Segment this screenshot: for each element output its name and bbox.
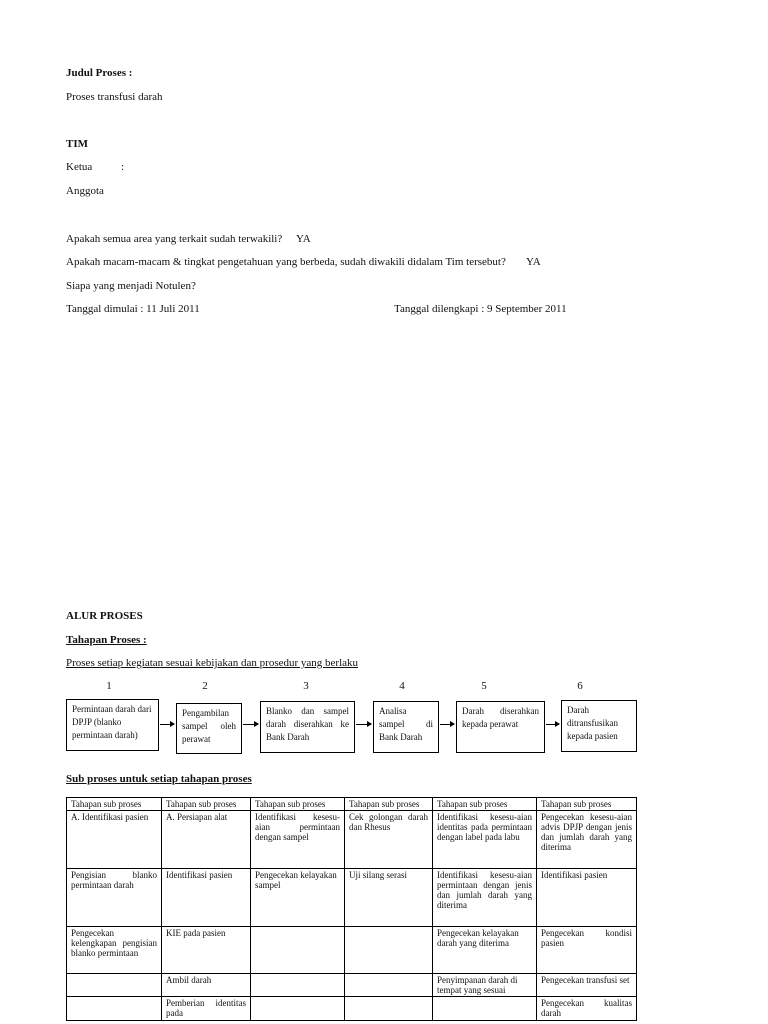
step-box-2: Pengambilan sampel oleh perawat xyxy=(176,703,242,754)
question-notulen: Siapa yang menjadi Notulen? xyxy=(66,280,196,292)
tanggal-dilengkapi: Tanggal dilengkapi : 9 September 2011 xyxy=(394,303,567,315)
table-cell: Pengisian blanko permintaan darah xyxy=(67,869,162,927)
table-cell: Identifikasi kesesu-aian identitas pada permintaan dengan label pada labu xyxy=(433,811,537,869)
column-header: Tahapan sub proses xyxy=(162,798,251,811)
flow-arrow-icon xyxy=(546,724,559,725)
anggota-label: Anggota xyxy=(66,185,104,197)
question-area-terwakili: Apakah semua area yang terkait sudah terwakili? xyxy=(66,233,283,245)
table-cell xyxy=(251,927,345,974)
table-cell: Identifikasi kesesu-aian permintaan dengan sampel xyxy=(251,811,345,869)
step-number-2: 2 xyxy=(202,680,208,692)
table-cell xyxy=(251,974,345,997)
flow-arrow-icon xyxy=(160,724,174,725)
table-cell xyxy=(67,974,162,997)
step-number-3: 3 xyxy=(303,680,309,692)
table-cell xyxy=(433,997,537,1021)
table-cell: Pengecekan kualitas darah xyxy=(537,997,637,1021)
step-number-1: 1 xyxy=(106,680,112,692)
table-cell: Pemberian identitas pada xyxy=(162,997,251,1021)
table-row xyxy=(67,811,637,869)
table-cell: Pengecekan kesesu-aian advis DPJP dengan jenis dan jumlah darah yang diterima xyxy=(537,811,637,869)
table-cell xyxy=(67,997,162,1021)
sub-proses-heading: Sub proses untuk setiap tahapan proses xyxy=(66,773,252,785)
answer-area-terwakili: YA xyxy=(296,233,311,245)
judul-proses-label: Judul Proses : xyxy=(66,67,133,79)
table-cell: Identifikasi pasien xyxy=(162,869,251,927)
table-cell: Ambil darah xyxy=(162,974,251,997)
table-row xyxy=(67,869,637,927)
step-number-6: 6 xyxy=(577,680,583,692)
column-header: Tahapan sub proses xyxy=(251,798,345,811)
table-cell: KIE pada pasien xyxy=(162,927,251,974)
step-box-5: Darah diserahkan kepada perawat xyxy=(456,701,545,753)
step-box-3: Blanko dan sampel darah diserahkan ke Bank Darah xyxy=(260,701,355,753)
ketua-colon: : xyxy=(121,161,125,173)
sub-proses-table xyxy=(66,797,637,1021)
question-pengetahuan: Apakah macam-macam & tingkat pengetahuan yang berbeda, sudah diwakili didalam Tim tersebut? xyxy=(66,256,506,268)
table-cell: Pengecekan kelayakan sampel xyxy=(251,869,345,927)
column-header: Tahapan sub proses xyxy=(537,798,637,811)
table-row xyxy=(67,974,637,997)
table-cell: A. Persiapan alat xyxy=(162,811,251,869)
step-box-6: Darah ditransfusikan kepada pasien xyxy=(561,700,637,752)
table-cell xyxy=(345,997,433,1021)
tahapan-proses-heading: Tahapan Proses : xyxy=(66,634,147,646)
table-cell xyxy=(345,974,433,997)
table-cell: A. Identifikasi pasien xyxy=(67,811,162,869)
step-number-4: 4 xyxy=(399,680,405,692)
step-number-5: 5 xyxy=(481,680,487,692)
table-row xyxy=(67,927,637,974)
alur-proses-heading: ALUR PROSES xyxy=(66,610,143,622)
table-cell: Pengecekan kondisi pasien xyxy=(537,927,637,974)
table-cell: Cek golongan darah dan Rhesus xyxy=(345,811,433,869)
flow-arrow-icon xyxy=(243,724,258,725)
column-header: Tahapan sub proses xyxy=(345,798,433,811)
table-cell: Pengecekan transfusi set xyxy=(537,974,637,997)
ketua-label: Ketua xyxy=(66,161,93,173)
table-row xyxy=(67,997,637,1021)
flow-arrow-icon xyxy=(356,724,371,725)
column-header: Tahapan sub proses xyxy=(67,798,162,811)
answer-pengetahuan: YA xyxy=(526,256,541,268)
proses-description: Proses setiap kegiatan sesuai kebijakan dan prosedur yang berlaku xyxy=(66,657,359,669)
table-cell xyxy=(251,997,345,1021)
table-cell: Uji silang serasi xyxy=(345,869,433,927)
table-header-row xyxy=(67,798,637,811)
table-cell: Penyimpanan darah di tempat yang sesuai xyxy=(433,974,537,997)
step-box-1: Permintaan darah dari DPJP (blanko permintaan darah) xyxy=(66,699,159,751)
table-cell: Identifikasi pasien xyxy=(537,869,637,927)
table-cell: Pengecekan kelayakan darah yang diterima xyxy=(433,927,537,974)
table-cell: Pengecekan kelengkapan pengisian blanko permintaan xyxy=(67,927,162,974)
tanggal-dimulai: Tanggal dimulai : 11 Juli 2011 xyxy=(66,303,200,315)
column-header: Tahapan sub proses xyxy=(433,798,537,811)
judul-proses-value: Proses transfusi darah xyxy=(66,91,163,103)
step-box-4: Analisa sampel di Bank Darah xyxy=(373,701,439,753)
table-cell xyxy=(345,927,433,974)
tim-heading: TIM xyxy=(66,138,88,150)
flow-arrow-icon xyxy=(440,724,454,725)
table-cell: Identifikasi kesesu-aian permintaan dengan jenis dan jumlah darah yang diterima xyxy=(433,869,537,927)
